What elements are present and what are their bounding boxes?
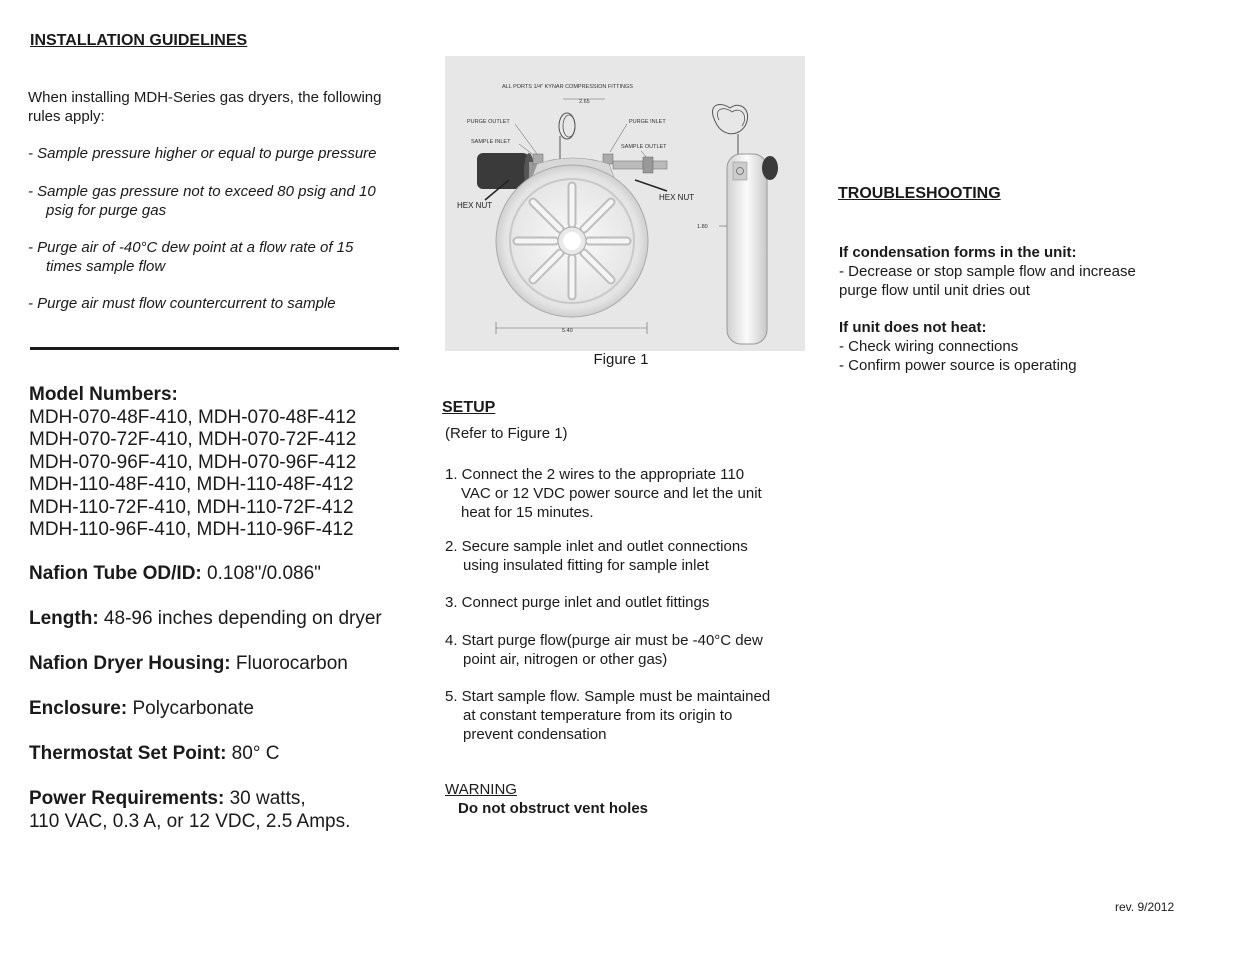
rule-3-line-1: - Purge air of -40°C dew point at a flow rate of 15 xyxy=(28,239,354,256)
figure-1-image xyxy=(445,56,805,351)
model-row: MDH-110-96F-410, MDH-110-96F-412 xyxy=(29,519,354,540)
dimension-side: 1.80 xyxy=(697,224,708,230)
model-numbers-label: Model Numbers: xyxy=(29,384,178,405)
warning-text: Do not obstruct vent holes xyxy=(458,800,649,817)
intro-line-2: rules apply: xyxy=(28,108,105,125)
model-row: MDH-070-72F-410, MDH-070-72F-412 xyxy=(29,429,357,450)
setup-step-1 xyxy=(445,465,825,522)
trouble-no-heat xyxy=(839,318,1219,375)
step-5-line-3: prevent condensation xyxy=(463,726,607,743)
rule-3 xyxy=(28,238,418,276)
step-2-line-2: using insulated fitting for sample inlet xyxy=(463,557,709,574)
intro-line-1: When installing MDH-Series gas dryers, the following xyxy=(28,89,382,106)
dimension-top: 2.65 xyxy=(579,99,590,105)
enclosure-spec xyxy=(29,698,254,721)
tube-label: Nafion Tube OD/ID: xyxy=(29,563,202,584)
condensation-line-1: - Decrease or stop sample flow and increase xyxy=(839,263,1136,280)
no-heat-line-2: - Confirm power source is operating xyxy=(839,357,1077,374)
purge-outlet-label: PURGE OUTLET xyxy=(467,119,510,125)
step-3-line-1: 3. Connect purge inlet and outlet fittings xyxy=(445,594,710,611)
enclosure-label: Enclosure: xyxy=(29,698,128,719)
diagram-top-note: ALL PORTS 1/4" KYNAR COMPRESSION FITTINGS xyxy=(502,84,633,90)
step-5-line-2: at constant temperature from its origin to xyxy=(463,707,733,724)
figure-caption: Figure 1 xyxy=(593,351,649,368)
power-line-2: 110 VAC, 0.3 A, or 12 VDC, 2.5 Amps. xyxy=(29,810,351,832)
rule-2 xyxy=(28,182,418,220)
no-heat-line-1: - Check wiring connections xyxy=(839,338,1019,355)
section-divider xyxy=(30,347,399,350)
model-row: MDH-110-72F-410, MDH-110-72F-412 xyxy=(29,496,354,518)
rule-4-line-1: - Purge air must flow countercurrent to sample xyxy=(28,295,336,312)
rule-1-line-1: - Sample pressure higher or equal to purge pressure xyxy=(28,145,377,162)
step-4-line-1: 4. Start purge flow(purge air must be -40°C dew xyxy=(445,632,763,649)
setup-title: SETUP xyxy=(442,399,496,416)
step-2-line-1: 2. Secure sample inlet and outlet connections xyxy=(445,538,748,555)
model-row: MDH-070-48F-410, MDH-070-48F-412 xyxy=(29,406,357,428)
housing-spec xyxy=(29,653,348,676)
sample-inlet-label: SAMPLE INLET xyxy=(471,139,511,145)
dimension-bottom: 5.40 xyxy=(562,328,573,334)
installation-intro xyxy=(28,88,418,126)
rule-1 xyxy=(28,144,418,163)
setup-step-2 xyxy=(445,537,825,575)
step-1-line-3: heat for 15 minutes. xyxy=(461,504,594,521)
sample-outlet-label: SAMPLE OUTLET xyxy=(621,144,667,150)
rule-4 xyxy=(28,294,418,313)
tube-spec xyxy=(29,563,321,586)
power-value: 30 watts, xyxy=(224,788,306,809)
length-label: Length: xyxy=(29,608,99,629)
hex-nut-right-label: HEX NUT xyxy=(659,193,695,202)
step-5-line-1: 5. Start sample flow. Sample must be maintained xyxy=(445,688,771,705)
dryer-diagram xyxy=(445,56,805,351)
model-row: MDH-110-48F-410, MDH-110-48F-412 xyxy=(29,474,354,495)
hex-nut-left-label: HEX NUT xyxy=(457,201,493,210)
housing-value: Fluorocarbon xyxy=(230,653,348,674)
thermostat-value: 80° C xyxy=(226,743,280,764)
installation-title: INSTALLATION GUIDELINES xyxy=(30,32,248,49)
power-spec xyxy=(29,788,350,833)
troubleshooting-title: TROUBLESHOOTING xyxy=(838,185,1001,202)
step-4-line-2: point air, nitrogen or other gas) xyxy=(463,651,668,668)
model-row: MDH-070-96F-410, MDH-070-96F-412 xyxy=(29,451,357,473)
rule-2-line-1: - Sample gas pressure not to exceed 80 psig and 10 xyxy=(28,183,376,200)
revision-date: rev. 9/2012 xyxy=(1115,900,1175,914)
no-heat-title: If unit does not heat: xyxy=(839,319,987,336)
warning-title: WARNING xyxy=(445,781,517,798)
length-spec xyxy=(29,608,382,631)
specifications xyxy=(29,384,429,542)
trouble-condensation xyxy=(839,243,1219,300)
length-value: 48-96 inches depending on dryer xyxy=(98,608,382,629)
setup-step-5 xyxy=(445,687,825,744)
setup-step-4 xyxy=(445,631,825,669)
power-label: Power Requirements: xyxy=(29,788,225,809)
condensation-title: If condensation forms in the unit: xyxy=(839,244,1077,261)
setup-step-3 xyxy=(445,593,825,612)
step-1-line-1: 1. Connect the 2 wires to the appropriate 110 xyxy=(445,466,745,483)
enclosure-value: Polycarbonate xyxy=(127,698,254,719)
condensation-line-2: purge flow until unit dries out xyxy=(839,282,1030,299)
tube-value: 0.108"/0.086" xyxy=(201,563,321,584)
rule-2-line-2: psig for purge gas xyxy=(46,202,167,219)
rule-3-line-2: times sample flow xyxy=(46,258,166,275)
thermostat-label: Thermostat Set Point: xyxy=(29,743,227,764)
purge-inlet-label: PURGE INLET xyxy=(629,119,666,125)
setup-refer: (Refer to Figure 1) xyxy=(445,425,568,442)
step-1-line-2: VAC or 12 VDC power source and let the unit xyxy=(461,485,762,502)
housing-label: Nafion Dryer Housing: xyxy=(29,653,231,674)
thermostat-spec xyxy=(29,743,279,766)
